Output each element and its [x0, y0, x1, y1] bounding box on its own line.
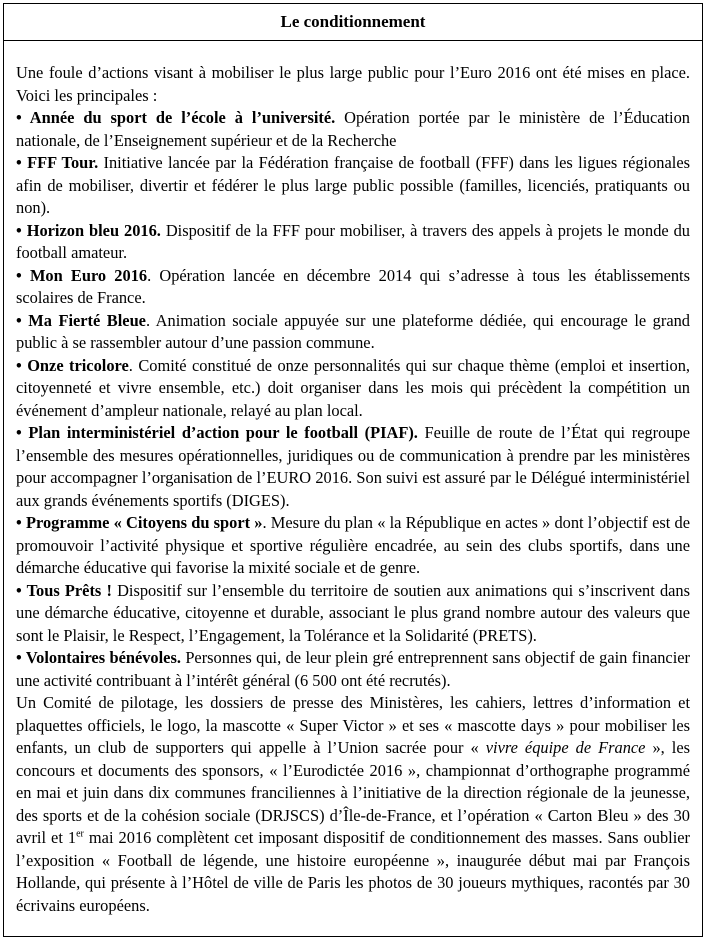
closing-text: mai 2016 complètent cet imposant dispositif de conditionnement des masses. Sans oublier l’exposition « Football de légende, une histoire européenne », inaugurée début mai par François Hollande, qui présente à l’Hôtel de ville de Paris les photos de 30 joueurs mythiques, racontés par 30 écrivains européens. [16, 828, 690, 915]
item-label: Ma Fierté Bleue [28, 310, 146, 330]
bullet: • [16, 265, 22, 285]
bullet: • [16, 153, 22, 172]
list-item [16, 355, 690, 423]
item-text: Personnes qui, de leur plein gré entreprennent sans objectif de gain financier une activité contribuant à l’intérêt général (6 500 ont été recrutés). [16, 648, 690, 690]
list-item [16, 647, 690, 692]
item-text: . Mesure du plan « la République en actes » dont l’objectif est de promouvoir l’activité physique et sportive régulière encadrée, au sein des clubs sportifs, dans une démarche éducative qui favorise la mixité sociale et de genre. [16, 513, 690, 577]
intro-paragraph: Une foule d’actions visant à mobiliser le plus large public pour l’Euro 2016 ont été mises en place. Voici les principales : [16, 63, 690, 105]
closing-text: », les concours et documents des sponsors, « l’Eurodictée 2016 », championnat d’orthographe programmé en mai et juin dans dix communes franciliennes à l’initiative de la direction régionale de la jeunesse, des sports et de la cohésion sociale (DRJSCS) d’Île-de-France, et l’opération « Carton Bleu » des 30 avril et 1 [16, 738, 690, 847]
item-label: Année du sport de l’école à l’université. [29, 108, 336, 127]
item-label: Mon Euro 2016 [29, 265, 148, 285]
list-item [16, 107, 690, 152]
closing-paragraph [16, 692, 690, 917]
document-title: Le conditionnement [4, 4, 702, 41]
item-text: Initiative lancée par la Fédération française de football (FFF) dans les ligues régionales afin de mobiliser, divertir et fédérer le plus large public possible (familles, licenciés, pratiquants ou non). [16, 153, 690, 217]
item-label: Volontaires bénévoles. [25, 648, 181, 667]
bullet: • [16, 108, 22, 127]
bullet: • [16, 220, 22, 240]
closing-italic: vivre équipe de France [485, 738, 646, 757]
bullet: • [16, 310, 22, 330]
list-item [16, 265, 690, 310]
list-item [16, 512, 690, 580]
item-text: . Comité constitué de onze personnalités qui sur chaque thème (emploi et insertion, citoyenneté et vivre ensemble, etc.) doit organiser dans les mois qui précèdent la compétition un événement d’ampleur nationale, relayé au plan local. [16, 355, 690, 420]
item-text: . Animation sociale appuyée sur une plateforme dédiée, qui encourage le grand public à se rassembler autour d’une passion commune. [16, 310, 690, 352]
item-label: FFF Tour. [27, 153, 99, 172]
document-frame [3, 3, 703, 937]
item-text: Opération portée par le ministère de l’Éducation nationale, de l’Enseignement supérieur et de la Recherche [16, 108, 690, 150]
closing-text: Un Comité de pilotage, les dossiers de presse des Ministères, les cahiers, lettres d’information et plaquettes officiels, le logo, la mascotte « Super Victor » et ses « mascotte days » pour mobiliser les enfants, un club de supporters qui appelle à l’Union sacrée pour « [16, 693, 690, 757]
item-label: Programme « Citoyens du sport » [25, 513, 263, 532]
bullet: • [16, 580, 22, 600]
list-item [16, 580, 690, 648]
item-label: Plan interministériel d’action pour le football (PIAF). [28, 423, 418, 442]
item-label: Onze tricolore [27, 355, 129, 375]
list-item [16, 422, 690, 512]
bullet: • [16, 648, 22, 667]
list-item [16, 152, 690, 220]
ordinal-suffix: er [76, 828, 84, 840]
list-item [16, 220, 690, 265]
bullet: • [16, 423, 22, 442]
bullet: • [16, 355, 22, 375]
document-body [4, 41, 702, 917]
item-text: Feuille de route de l’État qui regroupe l’ensemble des mesures opérationnelles, juridiques ou de communication à prendre par les ministères pour accompagner l’organisation de l’EURO 2016. Son suivi est assuré par le Délégué interministériel aux grands événements sportifs (DIGES). [16, 423, 690, 510]
item-text: . Opération lancée en décembre 2014 qui s’adresse à tous les établissements scolaires de France. [16, 265, 690, 307]
item-label: Tous Prêts ! [26, 580, 112, 600]
item-text: Dispositif de la FFF pour mobiliser, à travers des appels à projets le monde du football amateur. [16, 220, 690, 262]
list-item [16, 310, 690, 355]
item-text: Dispositif sur l’ensemble du territoire de soutien aux animations qui s’inscrivent dans une démarche éducative, citoyenne et durable, associant le plus grand nombre autour des valeurs que sont le Plaisir, le Respect, l’Engagement, la Tolérance et la Solidarité (PRETS). [16, 580, 690, 645]
bullet: • [16, 513, 22, 532]
item-label: Horizon bleu 2016. [26, 220, 161, 240]
